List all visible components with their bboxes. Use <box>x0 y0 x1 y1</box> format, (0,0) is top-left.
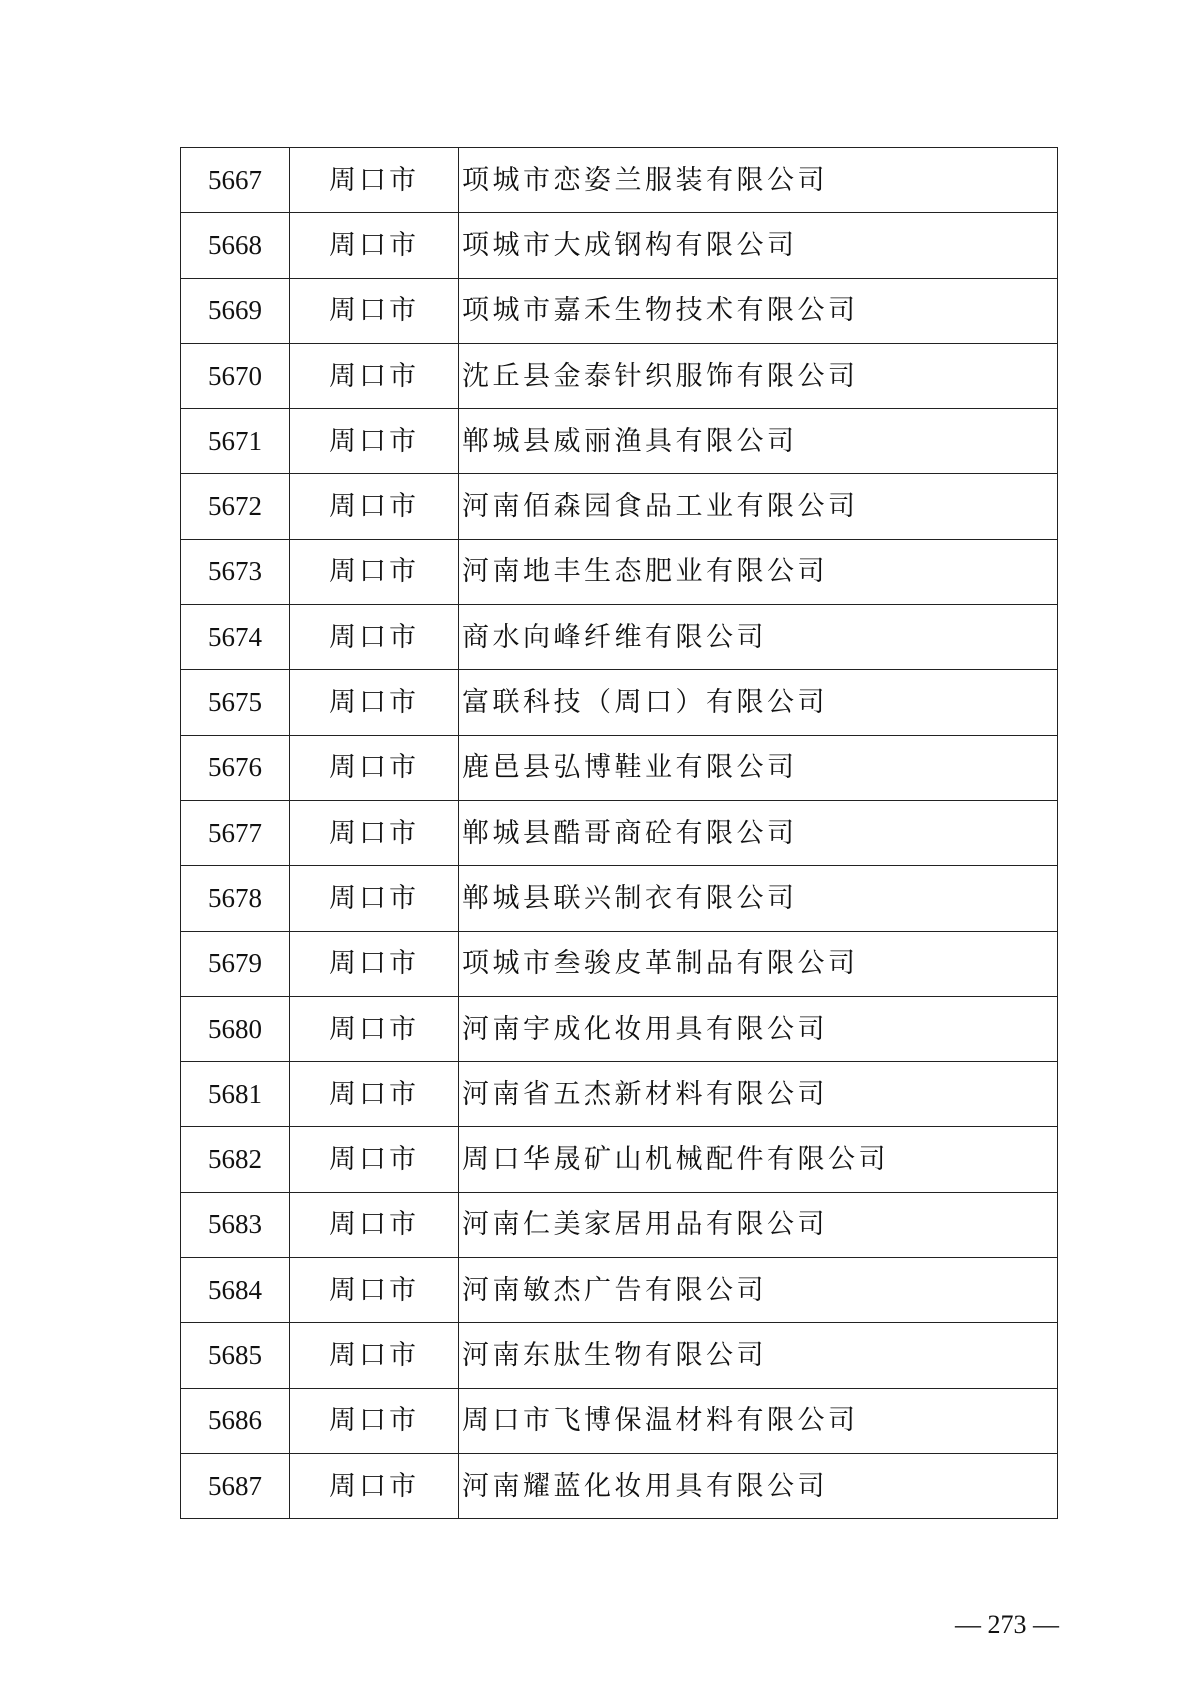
table-row <box>181 866 1058 931</box>
company-name-cell: 周口市飞博保温材料有限公司 <box>459 1388 1058 1453</box>
city-cell: 周口市 <box>290 605 459 670</box>
row-number-cell: 5668 <box>181 213 290 278</box>
table-row <box>181 474 1058 539</box>
row-number-cell: 5671 <box>181 409 290 474</box>
row-number-cell: 5669 <box>181 278 290 343</box>
city-cell: 周口市 <box>290 409 459 474</box>
table-row <box>181 1192 1058 1257</box>
row-number-cell: 5683 <box>181 1192 290 1257</box>
table-row <box>181 996 1058 1061</box>
table-row <box>181 1323 1058 1388</box>
row-number-cell: 5679 <box>181 931 290 996</box>
company-name-cell: 鹿邑县弘博鞋业有限公司 <box>459 735 1058 800</box>
company-name-cell: 项城市大成钢构有限公司 <box>459 213 1058 278</box>
city-cell: 周口市 <box>290 474 459 539</box>
table-row <box>181 409 1058 474</box>
row-number-cell: 5676 <box>181 735 290 800</box>
table-row <box>181 931 1058 996</box>
city-cell: 周口市 <box>290 1453 459 1518</box>
city-cell: 周口市 <box>290 800 459 865</box>
company-name-cell: 郸城县酷哥商砼有限公司 <box>459 800 1058 865</box>
company-name-cell: 郸城县威丽渔具有限公司 <box>459 409 1058 474</box>
company-name-cell: 项城市叁骏皮革制品有限公司 <box>459 931 1058 996</box>
company-name-cell: 富联科技（周口）有限公司 <box>459 670 1058 735</box>
row-number-cell: 5681 <box>181 1062 290 1127</box>
company-name-cell: 商水向峰纤维有限公司 <box>459 605 1058 670</box>
company-name-cell: 项城市嘉禾生物技术有限公司 <box>459 278 1058 343</box>
table-row <box>181 148 1058 213</box>
table-row <box>181 539 1058 604</box>
row-number-cell: 5686 <box>181 1388 290 1453</box>
table-row <box>181 278 1058 343</box>
table-row <box>181 1127 1058 1192</box>
company-name-cell: 河南省五杰新材料有限公司 <box>459 1062 1058 1127</box>
table-row <box>181 1062 1058 1127</box>
company-name-cell: 河南耀蓝化妆用具有限公司 <box>459 1453 1058 1518</box>
city-cell: 周口市 <box>290 670 459 735</box>
row-number-cell: 5687 <box>181 1453 290 1518</box>
row-number-cell: 5674 <box>181 605 290 670</box>
city-cell: 周口市 <box>290 996 459 1061</box>
table-row <box>181 343 1058 408</box>
city-cell: 周口市 <box>290 539 459 604</box>
row-number-cell: 5673 <box>181 539 290 604</box>
city-cell: 周口市 <box>290 1258 459 1323</box>
city-cell: 周口市 <box>290 1127 459 1192</box>
city-cell: 周口市 <box>290 343 459 408</box>
company-name-cell: 河南宇成化妆用具有限公司 <box>459 996 1058 1061</box>
table-row <box>181 1453 1058 1518</box>
city-cell: 周口市 <box>290 1192 459 1257</box>
table-body <box>181 148 1058 1519</box>
table-row <box>181 1258 1058 1323</box>
city-cell: 周口市 <box>290 148 459 213</box>
row-number-cell: 5678 <box>181 866 290 931</box>
row-number-cell: 5667 <box>181 148 290 213</box>
company-name-cell: 河南地丰生态肥业有限公司 <box>459 539 1058 604</box>
city-cell: 周口市 <box>290 278 459 343</box>
table-row <box>181 213 1058 278</box>
row-number-cell: 5680 <box>181 996 290 1061</box>
page-number: — 273 — <box>955 1610 1059 1639</box>
table-row <box>181 670 1058 735</box>
city-cell: 周口市 <box>290 1062 459 1127</box>
company-name-cell: 河南佰森园食品工业有限公司 <box>459 474 1058 539</box>
company-name-cell: 河南仁美家居用品有限公司 <box>459 1192 1058 1257</box>
company-name-cell: 河南敏杰广告有限公司 <box>459 1258 1058 1323</box>
city-cell: 周口市 <box>290 866 459 931</box>
city-cell: 周口市 <box>290 735 459 800</box>
table-row <box>181 800 1058 865</box>
row-number-cell: 5684 <box>181 1258 290 1323</box>
company-name-cell: 郸城县联兴制衣有限公司 <box>459 866 1058 931</box>
row-number-cell: 5685 <box>181 1323 290 1388</box>
row-number-cell: 5670 <box>181 343 290 408</box>
table-row <box>181 735 1058 800</box>
row-number-cell: 5682 <box>181 1127 290 1192</box>
city-cell: 周口市 <box>290 1323 459 1388</box>
table-row <box>181 605 1058 670</box>
city-cell: 周口市 <box>290 1388 459 1453</box>
company-list-table <box>180 147 1058 1519</box>
company-name-cell: 河南东肽生物有限公司 <box>459 1323 1058 1388</box>
row-number-cell: 5677 <box>181 800 290 865</box>
city-cell: 周口市 <box>290 213 459 278</box>
row-number-cell: 5675 <box>181 670 290 735</box>
city-cell: 周口市 <box>290 931 459 996</box>
table-row <box>181 1388 1058 1453</box>
company-name-cell: 沈丘县金泰针织服饰有限公司 <box>459 343 1058 408</box>
company-name-cell: 周口华晟矿山机械配件有限公司 <box>459 1127 1058 1192</box>
company-name-cell: 项城市恋姿兰服装有限公司 <box>459 148 1058 213</box>
row-number-cell: 5672 <box>181 474 290 539</box>
